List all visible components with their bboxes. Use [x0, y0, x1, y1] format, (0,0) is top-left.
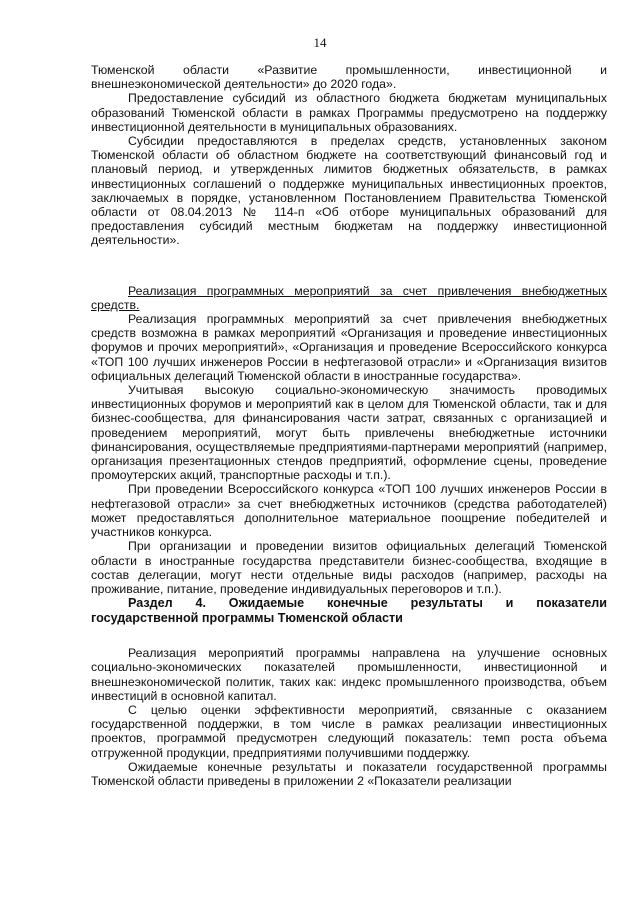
- section-heading-word: показатели: [536, 596, 607, 611]
- paragraph-extrabudgetary-events: Реализация программных мероприятий за счет привлечения внебюджетных средств возможна в рамках мероприятий «Организация и проведение инвестиционных форумов и прочих мероприятий», «Организация и проведение Всероссийского конкурса «ТОП 100 лучших инженеров России в нефтегазовой отрасли» и «Организация визитов официальных делегаций Тюменской области в иностранные государства».: [91, 312, 607, 383]
- section-heading: [91, 596, 607, 626]
- section-heading-word: конечные: [327, 596, 388, 611]
- paragraph-program-goals: Реализация мероприятий программы направлена на улучшение основных социально-экономических показателей промышленности, инвестиционной и внешнеэкономической политик, таких как: индекс промышленного производства, объем инвестиций в основной капитал.: [91, 646, 607, 703]
- section-heading-line1: [91, 596, 607, 611]
- section-heading-word: Раздел: [128, 596, 173, 611]
- paragraph-top100-contest: При проведении Всероссийского конкурса «ТОП 100 лучших инженеров России в нефтегазовой отрасли» за счет внебюджетных источников (средства работодателей) может предоставляться дополнительное материальное поощрение победителей и участников конкурса.: [91, 482, 607, 540]
- subheading-extrabudgetary: Реализация программных мероприятий за счет привлечения внебюджетных средств.: [91, 283, 607, 312]
- section-heading-word: 4.: [195, 596, 206, 611]
- document-body: [91, 63, 607, 788]
- paragraph-expected-results: Ожидаемые конечные результаты и показатели государственной программы Тюменской области приведены в приложении 2 «Показатели реализации: [91, 759, 607, 788]
- paragraph-delegations: При организации и проведении визитов официальных делегаций Тюменской области в иностранные государства представители бизнес-сообщества, входящие в состав делегации, могут нести отдельные виды расходов (например, расходы на проживание, питание, проведение индивидуальных переговоров и т.п.).: [91, 539, 607, 596]
- paragraph-efficiency-indicator: С целью оценки эффективности мероприятий, связанные с оказанием государственной поддержки, в том числе в рамках реализации инвестиционных проектов, программой предусмотрен следующий показатель: темп роста объема отгруженной продукции, предприятиями получившими поддержку.: [91, 702, 607, 760]
- paragraph-forums-financing: Учитывая высокую социально-экономическую значимость проводимых инвестиционных форумов и мероприятий как в целом для Тюменской области, так и для бизнес-сообщества, для финансирования части затрат, связанных с организацией и проведением мероприятий, могут быть привлечены внебюджетные источники финансирования, осуществляемые предприятиями-партнерами мероприятий (например, организация презентационных стендов предприятий, оформление сцены, проведение промоутерских акций, транспортные расходы и т.п.).: [91, 383, 607, 483]
- section-heading-line2: государственной программы Тюменской области: [91, 611, 403, 626]
- paragraph-subsidies-limits: Субсидии предоставляются в пределах средств, установленных законом Тюменской области об областном бюджете на соответствующий финансовый год и плановый период, и утвержденных лимитов бюджетных обязательств, в рамках инвестиционных соглашений о поддержке муниципальных инвестиционных проектов, заключаемых в порядке, установленном Постановлением Правительства Тюменской области от 08.04.2013 № 114-п «Об отборе муниципальных образований для предоставления субсидий местным бюджетам на поддержку инвестиционной деятельности».: [91, 134, 607, 248]
- page-number: 14: [313, 35, 327, 50]
- paragraph-continuation: Тюменской области «Развитие промышленности, инвестиционной и внешнеэкономической деятельности» до 2020 года».: [91, 63, 607, 92]
- section-heading-word: результаты: [410, 596, 483, 611]
- section-heading-word: и: [505, 596, 514, 611]
- paragraph-subsidies-provision: Предоставление субсидий из областного бюджета бюджетам муниципальных образований Тюменской области в рамках Программы предусмотрено на поддержку инвестиционной деятельности в муниципальных образованиях.: [91, 91, 607, 134]
- section-heading-word: Ожидаемые: [228, 596, 305, 611]
